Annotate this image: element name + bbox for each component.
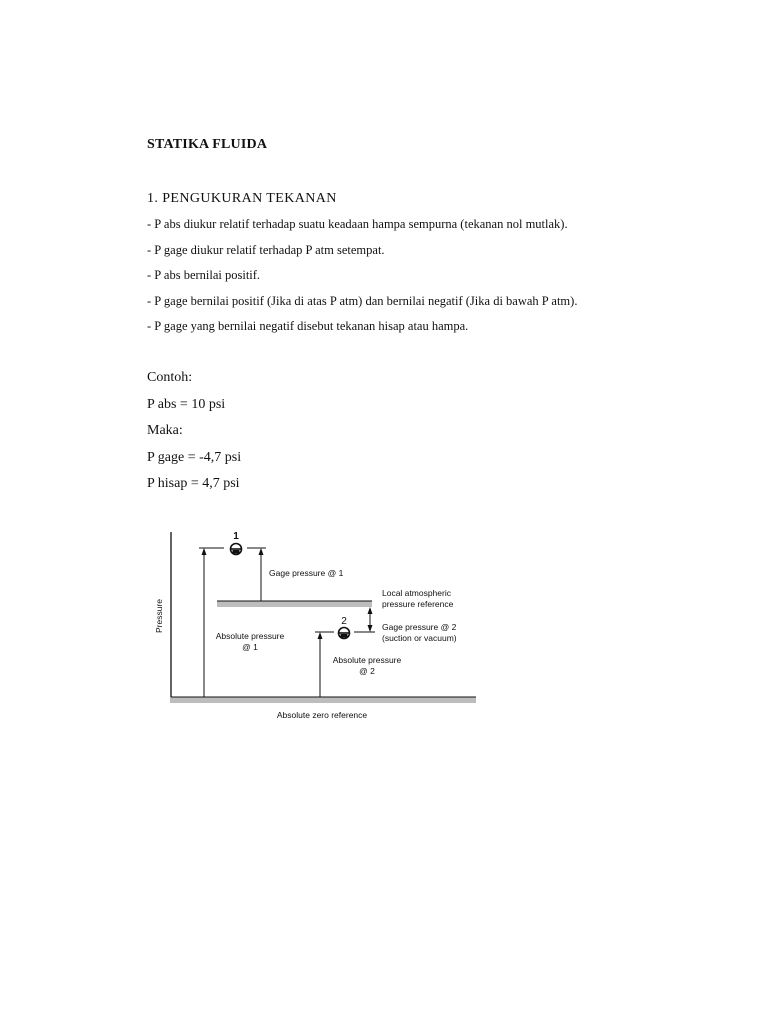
atmospheric-band xyxy=(217,601,372,607)
example-block xyxy=(147,369,241,502)
gauge-1-icon xyxy=(231,544,242,555)
bullet-item: - P gage yang bernilai negatif disebut tekanan hisap atau hampa. xyxy=(147,319,469,333)
pressure-diagram xyxy=(150,526,490,726)
local-atm-label-line2: pressure reference xyxy=(382,599,454,609)
example-label: Contoh: xyxy=(147,370,193,385)
absolute-pressure-2-label-line2: @ 2 xyxy=(359,666,375,676)
example-p-gage: P gage = -4,7 psi xyxy=(147,449,242,465)
arrow-head xyxy=(368,625,373,632)
document-title: STATIKA FLUIDA xyxy=(147,137,268,152)
y-axis-label: Pressure xyxy=(154,598,164,634)
example-maka: Maka: xyxy=(147,423,183,438)
section-heading: 1. PENGUKURAN TEKANAN xyxy=(147,191,337,206)
gage-pressure-1-label: Gage pressure @ 1 xyxy=(269,568,344,578)
absolute-zero-label: Absolute zero reference xyxy=(276,710,368,720)
absolute-zero-band xyxy=(170,697,476,703)
gauge-2-icon xyxy=(339,628,350,639)
example-p-abs: P abs = 10 psi xyxy=(147,396,226,412)
point-1-label: 1 xyxy=(233,531,239,542)
absolute-pressure-1-label-line1: Absolute pressure xyxy=(215,631,285,641)
example-p-hisap: P hisap = 4,7 psi xyxy=(147,476,240,491)
bullet-list xyxy=(147,216,577,344)
arrow-head xyxy=(202,548,207,555)
bullet-item: - P gage diukur relatif terhadap P atm setempat. xyxy=(147,242,385,257)
bullet-item: - P abs diukur relatif terhadap suatu keadaan hampa sempurna (tekanan nol mutlak). xyxy=(147,217,568,231)
arrow-head xyxy=(318,632,323,639)
arrow-head xyxy=(259,548,264,555)
local-atm-label-line1: Local atmospheric xyxy=(382,588,451,598)
bullet-item: - P gage bernilai positif (Jika di atas P atm) dan bernilai negatif (Jika di bawah P atm). xyxy=(147,293,578,308)
gage-pressure-2-label-line2: (suction or vacuum) xyxy=(382,633,457,643)
bullet-item: - P abs bernilai positif. xyxy=(147,268,261,282)
absolute-pressure-1-label-line2: @ 1 xyxy=(242,642,258,652)
absolute-pressure-2-label-line1: Absolute pressure xyxy=(332,655,402,665)
arrow-head xyxy=(368,607,373,614)
gage-pressure-2-label-line1: Gage pressure @ 2 xyxy=(382,622,457,632)
point-2-label: 2 xyxy=(341,616,347,627)
